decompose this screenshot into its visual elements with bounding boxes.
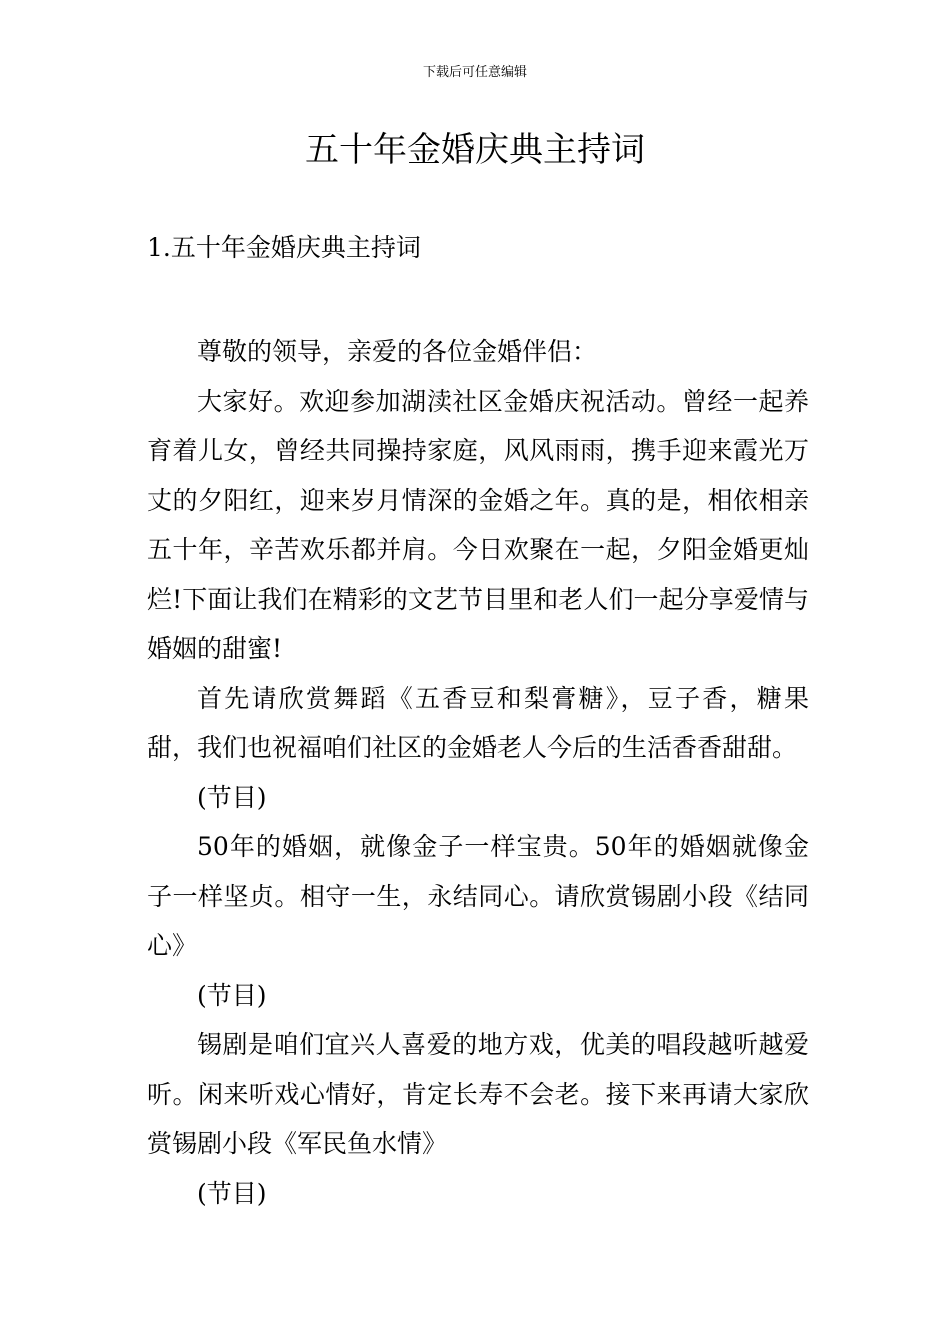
paragraph-program-marker: (节目): [197, 782, 267, 812]
header-note: 下载后可任意编辑: [422, 65, 527, 80]
document-title: 五十年金婚庆典主持词: [305, 130, 645, 170]
paragraph-program-marker: (节目): [197, 1178, 267, 1208]
paragraph-opera-intro: 50年的婚姻，就像金子一样宝贵。50年的婚姻就像金子一样坚贞。相守一生，永结同心。请欣赏锡剧小段《结同心》: [147, 832, 809, 960]
paragraph-welcome: 大家好。欢迎参加湖渎社区金婚庆祝活动。曾经一起养育着儿女，曾经共同操持家庭，风风雨雨，携手迎来霞光万丈的夕阳红，迎来岁月情深的金婚之年。真的是，相依相亲五十年，辛苦欢乐都并肩。今日欢聚在一起，夕阳金婚更灿烂!下面让我们在精彩的文艺节目里和老人们一起分享爱情与婚姻的甜蜜!: [147, 386, 809, 663]
paragraph-program-marker: (节目): [197, 980, 267, 1010]
section-heading: 1.五十年金婚庆典主持词: [147, 233, 421, 262]
paragraph-dance-intro: 首先请欣赏舞蹈《五香豆和梨膏糖》，豆子香，糖果甜，我们也祝福咱们社区的金婚老人今后的生活香香甜甜。: [147, 683, 809, 762]
document-body: [147, 327, 809, 1218]
paragraph-opera-intro-2: 锡剧是咱们宜兴人喜爱的地方戏，优美的唱段越听越爱听。闲来听戏心情好，肯定长寿不会老。接下来再请大家欣赏锡剧小段《军民鱼水情》: [147, 1030, 809, 1158]
paragraph-greeting: 尊敬的领导，亲爱的各位金婚伴侣：: [197, 337, 598, 366]
